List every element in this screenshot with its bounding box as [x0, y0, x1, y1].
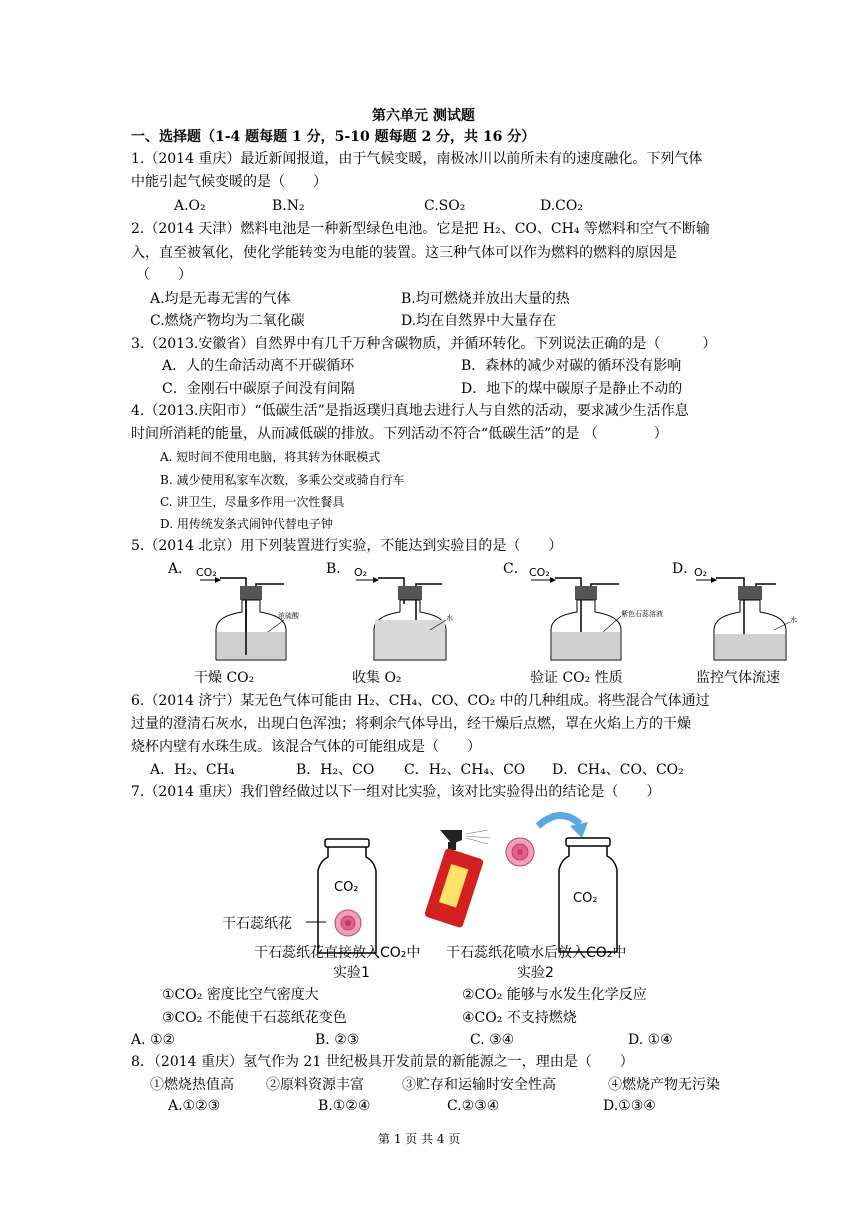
q2-option-d: D.均在自然界中大量存在: [401, 313, 557, 329]
q4-stem-line2: 时间所消耗的能量，从而减低碳的排放。下列活动不符合“低碳生活”的是 （ ）: [131, 426, 668, 442]
q3-stem: 3.（2013.安徽省）自然界中有几千万种含碳物质，并循环转化。下列说法正确的是（ ）: [131, 336, 717, 352]
q4-option-b: B. 减少使用私家车次数，多乘公交或骑自行车: [160, 473, 405, 487]
exp2-jar-label: CO₂: [573, 891, 598, 906]
q5-label-c: C．: [503, 561, 528, 577]
q7-stem: 7.（2014 重庆）我们曾经做过以下一组对比实验，该对比实验得出的结论是（ ）: [131, 784, 661, 800]
q8-option-a: A.①②③: [168, 1098, 221, 1114]
q8-option-c: C.②③④: [447, 1098, 500, 1114]
q1-option-d: D.CO₂: [540, 198, 583, 214]
q6-stem-line1: 6.（2014 济宁）某无色气体可能由 H₂、CH₄、CO、CO₂ 中的几种组成。将些混合气体通过: [131, 693, 710, 709]
q4-stem-line1: 4.（2013.庆阳市）“低碳生活”是指返璞归真地去进行人与自然的活动，要求减少生活作息: [131, 403, 689, 419]
q2-option-a: A.均是无毒无害的气体: [150, 291, 291, 307]
q8-statement-3: ③贮存和运输时安全性高: [402, 1077, 556, 1093]
section-heading: 一、选择题（1-4 题每题 1 分，5-10 题每题 2 分，共 16 分）: [131, 129, 536, 145]
q3-option-a: A．人的生命活动离不开碳循环: [162, 358, 355, 374]
q5-caption-b: 收集 O₂: [352, 670, 402, 686]
q1-stem-line2: 中能引起气候变暖的是（ ）: [131, 174, 327, 190]
exp1-name: 实验1: [333, 965, 370, 981]
curved-arrow-icon: [538, 815, 588, 838]
q4-option-c: C. 讲卫生，尽量多作用一次性餐具: [160, 495, 345, 509]
apparatus-d: [690, 560, 810, 670]
q2-option-b: B.均可燃烧并放出大量的热: [401, 291, 570, 307]
q7-statement-3: ③CO₂ 不能使干石蕊纸花变色: [162, 1010, 347, 1026]
apparatus-b-liquid: 水: [446, 614, 453, 622]
q2-option-c: C.燃烧产物均为二氧化碳: [150, 313, 305, 329]
q3-option-b: B．森林的减少对碳的循环没有影响: [461, 358, 682, 374]
page-footer: 第 1 页 共 4 页: [378, 1132, 461, 1146]
q7-statement-4: ④CO₂ 不支持燃烧: [462, 1010, 577, 1026]
exp2-flower-icon: [506, 838, 534, 866]
q2-stem-line3: （ ）: [136, 267, 192, 283]
q5-caption-d: 监控气体流速: [696, 670, 780, 686]
q7-statement-2: ②CO₂ 能够与水发生化学反应: [462, 987, 647, 1003]
apparatus-c-gas: CO₂: [529, 566, 550, 579]
q3-option-d: D．地下的煤中碳原子是静止不动的: [461, 381, 683, 397]
experiment-2-figure: [430, 800, 650, 960]
q5-label-a: A．: [168, 561, 193, 577]
q8-stem: 8．（2014 重庆）氢气作为 21 世纪极具开发前景的新能源之一，理由是（ ）: [131, 1054, 634, 1070]
q5-stem: 5.（2014 北京）用下列装置进行实验，不能达到实验目的是（ ）: [131, 538, 563, 554]
q8-statement-4: ④燃烧产物无污染: [608, 1077, 720, 1093]
apparatus-a-liquid: 浓硫酸: [278, 612, 299, 620]
q8-statement-1: ①燃烧热值高: [150, 1077, 234, 1093]
q4-option-d: D. 用传统发条式闹钟代替电子钟: [160, 517, 333, 531]
q5-caption-c: 验证 CO₂ 性质: [530, 670, 623, 686]
apparatus-b-gas: O₂: [354, 566, 368, 579]
q7-statement-1: ①CO₂ 密度比空气密度大: [162, 987, 319, 1003]
q6-option-a: A．H₂、CH₄: [150, 762, 235, 778]
q7-option-b: B. ②③: [315, 1032, 360, 1048]
exp1-jar-label: CO₂: [334, 880, 359, 895]
q6-stem-line3: 烧杯内壁有水珠生成。该混合气体的可能组成是（ ）: [131, 739, 481, 755]
apparatus-d-gas: O₂: [694, 566, 708, 579]
exp1-flower-icon: [335, 910, 361, 936]
q1-option-b: B.N₂: [272, 198, 305, 214]
q8-statement-2: ②原料资源丰富: [266, 1077, 364, 1093]
apparatus-a: [190, 560, 310, 670]
q8-option-d: D.①③④: [603, 1098, 656, 1114]
page-title: 第六单元 测试题: [372, 108, 475, 124]
spray-bottle-icon: [424, 830, 484, 928]
q2-stem-line1: 2.（2014 天津）燃料电池是一种新型绿色电池。它是把 H₂、CO、CH₄ 等燃料和空气不断输: [131, 221, 710, 237]
q6-option-d: D．CH₄、CO、CO₂: [552, 762, 684, 778]
q7-option-c: C. ③④: [470, 1032, 515, 1048]
q7-option-a: A. ①②: [131, 1032, 176, 1048]
q4-option-a: A. 短时间不使用电脑，将其转为休眠模式: [160, 450, 381, 464]
exp1-caption: 干石蕊纸花直接放入CO₂中: [254, 945, 421, 961]
q6-option-c: C．H₂、CH₄、CO: [404, 762, 526, 778]
q8-option-b: B.①②④: [318, 1098, 371, 1114]
apparatus-d-liquid: 水: [790, 616, 797, 624]
q3-option-c: C．金刚石中碳原子间没有间隔: [162, 381, 355, 397]
q5-caption-a: 干燥 CO₂: [194, 670, 255, 686]
apparatus-a-gas: CO₂: [196, 566, 217, 579]
q1-option-c: C.SO₂: [424, 198, 466, 214]
apparatus-c: [525, 560, 663, 670]
q1-option-a: A.O₂: [174, 198, 206, 214]
exp2-caption: 干石蕊纸花喷水后放入CO₂中: [446, 945, 627, 961]
q6-stem-line2: 过量的澄清石灰水，出现白色浑浊；将剩余气体导出，经干燥后点燃，罩在火焰上方的干燥: [131, 716, 691, 732]
q6-option-b: B．H₂、CO: [296, 762, 375, 778]
exp2-name: 实验2: [517, 965, 554, 981]
q2-stem-line2: 入，直至被氧化，使化学能转变为电能的装置。这三种气体可以作为燃料的燃料的原因是: [131, 245, 677, 261]
apparatus-b: [350, 560, 470, 670]
q1-stem-line1: 1.（2014 重庆）最近新闻报道，由于气候变暖，南极冰川以前所未有的速度融化。下列气体: [131, 151, 703, 167]
q5-label-b: B．: [326, 561, 351, 577]
q5-label-d: D．: [672, 561, 698, 577]
q7-option-d: D. ①④: [628, 1032, 673, 1048]
apparatus-c-liquid: 紫色石蕊溶液: [621, 610, 663, 618]
flower-label: 干石蕊纸花: [222, 916, 292, 932]
